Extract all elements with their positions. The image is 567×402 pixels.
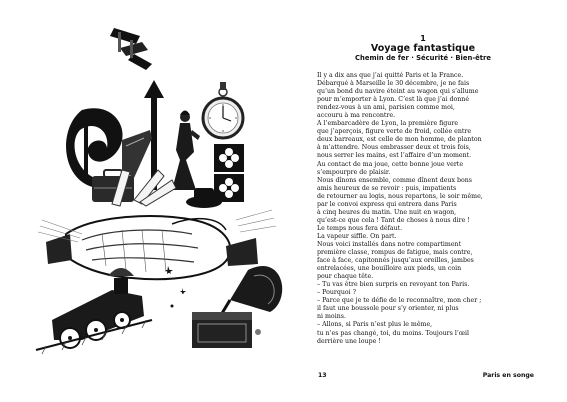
text-line: Le temps nous fera défaut. (317, 224, 403, 232)
text-line: pour m’emporter à Lyon. C’est là que j’ai donné (317, 96, 470, 104)
text-line: Débarqué à Marseille le 30 décembre, je ne fais (317, 80, 470, 88)
text-line: qu’un bond du navire éteint au wagon qui s’allume (317, 88, 479, 96)
text-line: rendez-vous à un ami, parisien comme moi, (317, 104, 455, 112)
text-line: amis heureux de se revoir : puis, impatients (317, 184, 457, 192)
text-line: ni moins. (317, 313, 346, 321)
text-line: – Tu vas être bien surpris en revoyant ton Paris. (317, 281, 470, 289)
chapter-heading (318, 34, 528, 63)
gramophone-illustration (192, 266, 282, 348)
text-line: Il y a dix ans que j’ai quitté Paris et la France. (317, 72, 464, 79)
text-line: Nous voici installés dans notre compartiment (317, 240, 462, 248)
chapter-number: 1 (420, 34, 426, 43)
text-line: qu’est-ce que cela ! Tant de choses à nous dire ! (317, 216, 470, 224)
chapter-title: Voyage fantastique (370, 43, 476, 54)
text-line: à cinq heures du matin. Une nuit en wagon, (317, 208, 457, 216)
quatrefoil-tiles (214, 144, 244, 202)
chapter-subtitle: Chemin de fer · Sécurité · Bien-être (355, 54, 491, 62)
text-line: face à face, capitonnés jusqu’aux oreilles, jambes (317, 257, 474, 265)
left-page (0, 0, 283, 402)
text-line: – Parce que je te défie de le reconnaître, mon cher ; (317, 297, 482, 305)
collage-illustration (22, 20, 292, 360)
text-line: pour chaque tête. (317, 273, 374, 281)
text-line: Au contact de ma joue, cette bonne joue verte (317, 160, 464, 168)
text-line: deux barreaux, est celle de mon homme, de planton (317, 136, 482, 144)
ribbon-cross-icon (110, 28, 152, 70)
text-line: il faut une boussole pour s’y orienter, ni plus (317, 305, 459, 313)
chapter-body (317, 72, 527, 346)
text-line: Nous dînons ensemble, comme dînent deux bons (317, 176, 472, 184)
text-line: de retourner au logis, nous repartons, le soir même, (317, 192, 483, 200)
text-line: à m’attendre. Nous embrasser deux et trois fois, (317, 144, 471, 152)
text-line: La vapeur siffle. On part. (317, 232, 397, 240)
text-line: s’empourpre de plaisir. (317, 168, 391, 176)
text-line: première classe, rompus de fatigue, mais contre, (317, 249, 473, 257)
text-line: nous serrer les mains, est l’affaire d’un moment. (317, 152, 472, 160)
text-line: que j’aperçois, figure verte de froid, collée entre (317, 128, 472, 136)
woman-figure (172, 111, 200, 191)
text-line: par le convoi express qui entrera dans Paris (317, 200, 457, 208)
text-line: accouru à ma rencontre. (317, 112, 396, 120)
text-line: derrière une loupe ! (317, 337, 381, 345)
steam-locomotive (36, 268, 152, 354)
text-line: entrelacées, une bouilloire aux pieds, un coin (317, 265, 462, 273)
pocket-watch-icon (203, 82, 243, 138)
paper-fan (112, 170, 176, 206)
running-title: Paris en songe (482, 372, 534, 379)
handshake-illustration (46, 216, 258, 279)
page-number: 13 (318, 372, 327, 379)
text-line: – Pourquoi ? (317, 289, 356, 297)
text-line: tu n’es pas changé, toi, du moins. Toujours l’œil (317, 329, 469, 337)
text-line: – Allons, si Paris n’est plus le même, (317, 321, 433, 329)
text-line: A l’embarcadère de Lyon, la première figure (317, 120, 459, 128)
